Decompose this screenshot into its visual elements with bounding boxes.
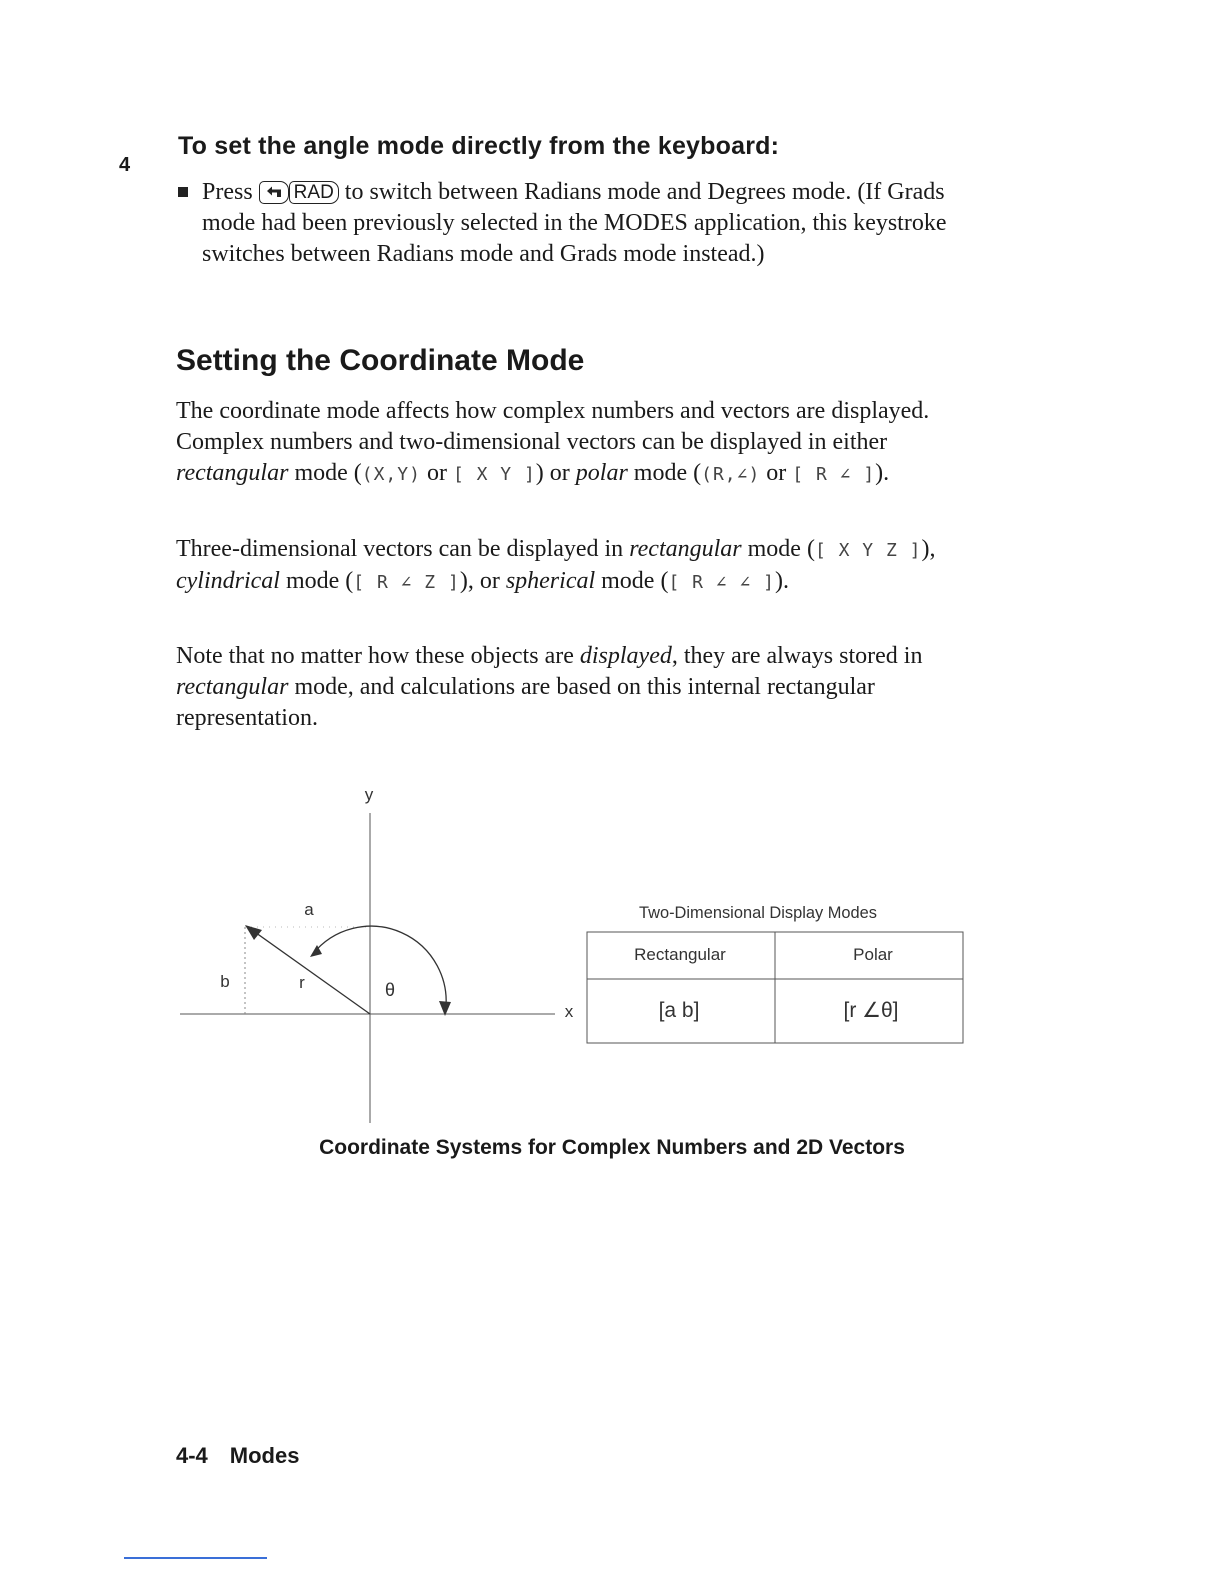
- label-b: b: [220, 972, 230, 991]
- paragraph-coordinate-mode: The coordinate mode affects how complex numbers and vectors are displayed. Complex numbers and two-dimensional vectors can be displayed in either rectangular mode ((X,Y) or [ X Y ]) or polar mode ((R,∠) or [ R ∠ ]).: [176, 398, 930, 486]
- bottom-rule: [124, 1557, 267, 1559]
- vector-r-arrowhead: [245, 925, 262, 940]
- paragraph-storage-note: Note that no matter how these objects are displayed, they are always stored in rectangular mode, and calculations are based on this internal rectangular representation.: [176, 643, 923, 731]
- bullet-square-icon: [178, 187, 188, 197]
- table-title: Two-Dimensional Display Modes: [639, 903, 877, 922]
- table-value-rectangular: [a b]: [658, 999, 700, 1022]
- keyboard-heading: To set the angle mode directly from the keyboard:: [178, 132, 780, 160]
- table-header-rectangular: Rectangular: [634, 945, 726, 964]
- bullet-text: Press RAD to switch between Radians mode and Degrees mode. (If Grads mode had been previously selected in the MODES application, this keystroke switches between Radians mode and Grads mode instead.): [202, 179, 947, 267]
- y-axis-label: y: [364, 785, 374, 804]
- page-number: 4-4: [176, 1443, 208, 1468]
- theta-arc: [312, 926, 446, 1014]
- figure-caption: Coordinate Systems for Complex Numbers and 2D Vectors: [319, 1136, 905, 1159]
- label-r: r: [299, 973, 305, 992]
- page-footer: [176, 1443, 299, 1469]
- table-value-polar: [r ∠θ]: [843, 999, 899, 1022]
- keyboard-bullet: [176, 177, 976, 270]
- chapter-tab: 4: [119, 154, 131, 176]
- coordinate-figure: [170, 775, 980, 1125]
- label-theta: θ: [384, 980, 396, 1000]
- section-title: Setting the Coordinate Mode: [176, 344, 585, 377]
- footer-section-name: Modes: [229, 1443, 300, 1468]
- table-header-polar: Polar: [853, 945, 893, 964]
- left-shift-key: [259, 181, 289, 204]
- paragraph-three-dimensional: Three-dimensional vectors can be displayed in rectangular mode ([ X Y Z ]), cylindrical mode ([ R ∠ Z ]), or spherical mode ([ R ∠ ∠ ]).: [176, 536, 936, 594]
- vector-r: [252, 930, 370, 1014]
- left-shift-arrow-icon: [265, 185, 283, 199]
- coordinate-diagram: [170, 775, 980, 1125]
- label-a: a: [304, 900, 314, 919]
- x-axis-label: x: [564, 1002, 574, 1021]
- rad-key: RAD: [289, 181, 339, 204]
